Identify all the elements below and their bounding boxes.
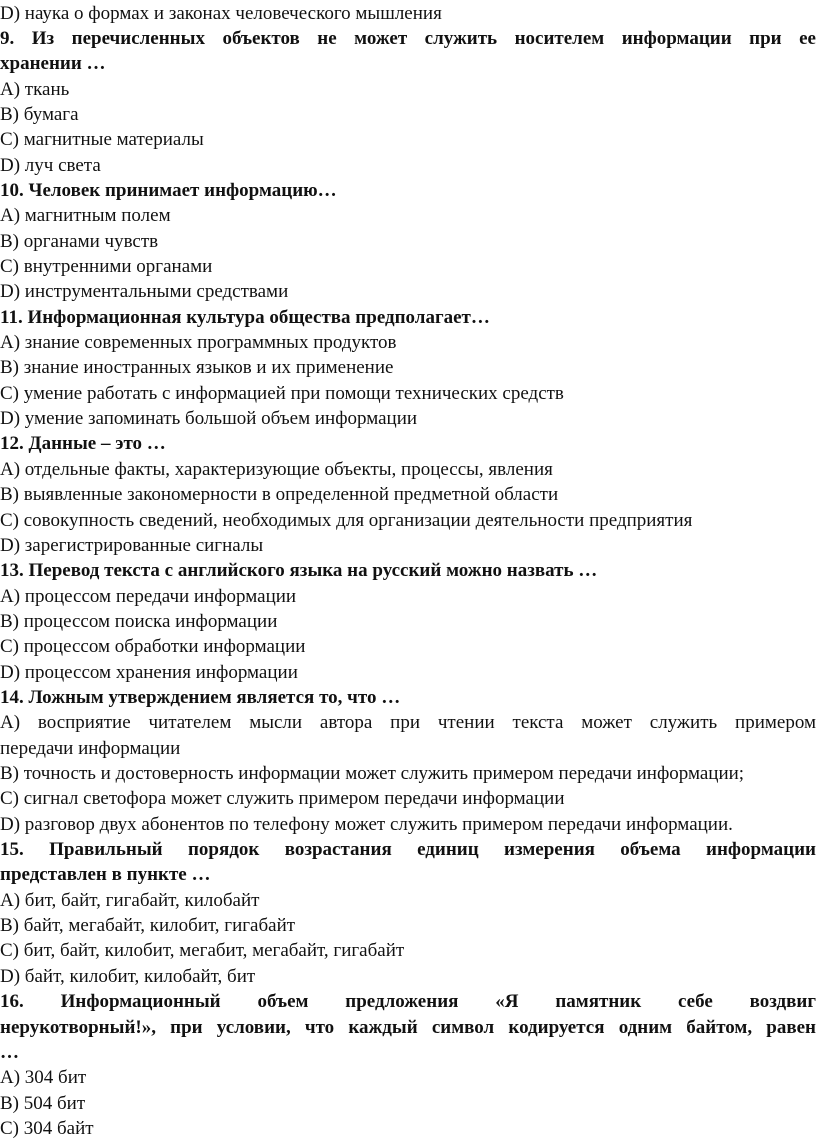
answer-option-line: C) внутренними органами [0, 256, 213, 277]
question-text-line: представлен в пункте … [0, 864, 211, 886]
answer-option-line: A) знание современных программных продуктов [0, 332, 397, 354]
answer-option-line: C) бит, байт, килобит, мегабит, мегабайт, гигабайт [0, 940, 405, 962]
question-text-line: 15. Правильный порядок возрастания единиц измерения объема информации [0, 839, 816, 861]
answer-option-line: D) процессом хранения информации [0, 661, 298, 683]
answer-option-line: C) процессом обработки информации [0, 636, 306, 658]
answer-option-line: C) сигнал светофора может служить примером передачи информации [0, 788, 565, 810]
answer-option-line: D) инструментальными средствами [0, 281, 289, 303]
answer-option-line: A) восприятие читателем мысли автора при чтении текста может служить примером [0, 712, 816, 734]
answer-option-line: A) 304 бит [0, 1067, 87, 1089]
question-text-line: … [0, 1041, 19, 1063]
answer-option-line: A) бит, байт, гигабайт, килобайт [0, 889, 260, 911]
answer-option-line: B) бумага [0, 103, 79, 125]
answer-option-line: D) зарегистрированные сигналы [0, 534, 264, 556]
answer-option-line: C) умение работать с информацией при помощи технических средств [0, 382, 564, 404]
answer-option-line: B) органами чувств [0, 230, 159, 252]
answer-option-line: C) магнитные материалы [0, 129, 204, 151]
answer-option-line: A) ткань [0, 78, 70, 100]
answer-option-line: D) байт, килобит, килобайт, бит [0, 965, 256, 987]
answer-option-line: D) наука о формах и законах человеческого мышления [0, 2, 442, 24]
answer-option-line: B) точность и достоверность информации может служить примером передачи информации; [0, 763, 745, 784]
question-text-line: 14. Ложным утверждением является то, что … [0, 686, 401, 708]
answer-option-line: A) магнитным полем [0, 205, 171, 227]
question-text-line: хранении … [0, 53, 106, 75]
answer-option-line: A) процессом передачи информации [0, 585, 297, 607]
answer-option-line: D) разговор двух абонентов по телефону может служить примером передачи информации. [0, 813, 733, 835]
question-text-line: 16. Информационный объем предложения «Я памятник себе воздвиг [0, 991, 816, 1013]
answer-option-line: C) 304 байт [0, 1117, 94, 1139]
answer-option-line: B) процессом поиска информации [0, 610, 278, 632]
answer-option-line: D) луч света [0, 154, 101, 176]
answer-option-line: B) знание иностранных языков и их применение [0, 357, 394, 379]
answer-option-line: B) выявленные закономерности в определенной предметной области [0, 484, 559, 506]
question-text-line: 10. Человек принимает информацию… [0, 179, 337, 201]
answer-option-line: B) байт, мегабайт, килобит, гигабайт [0, 915, 296, 937]
answer-option-line: B) 504 бит [0, 1092, 86, 1114]
question-text-line: 11. Информационная культура общества предполагает… [0, 306, 490, 328]
answer-option-line: A) отдельные факты, характеризующие объекты, процессы, явления [0, 458, 553, 480]
question-text-line: 13. Перевод текста с английского языка на русский можно назвать … [0, 560, 598, 582]
answer-option-line: D) умение запоминать большой объем информации [0, 408, 418, 430]
question-text-line: 9. Из перечисленных объектов не может служить носителем информации при ее [0, 27, 816, 49]
answer-option-line: C) совокупность сведений, необходимых для организации деятельности предприятия [0, 509, 693, 531]
question-text-line: нерукотворный!», при условии, что каждый символ кодируется одним байтом, равен [0, 1016, 816, 1038]
answer-option-line: передачи информации [0, 737, 181, 759]
question-text-line: 12. Данные – это … [0, 433, 166, 455]
